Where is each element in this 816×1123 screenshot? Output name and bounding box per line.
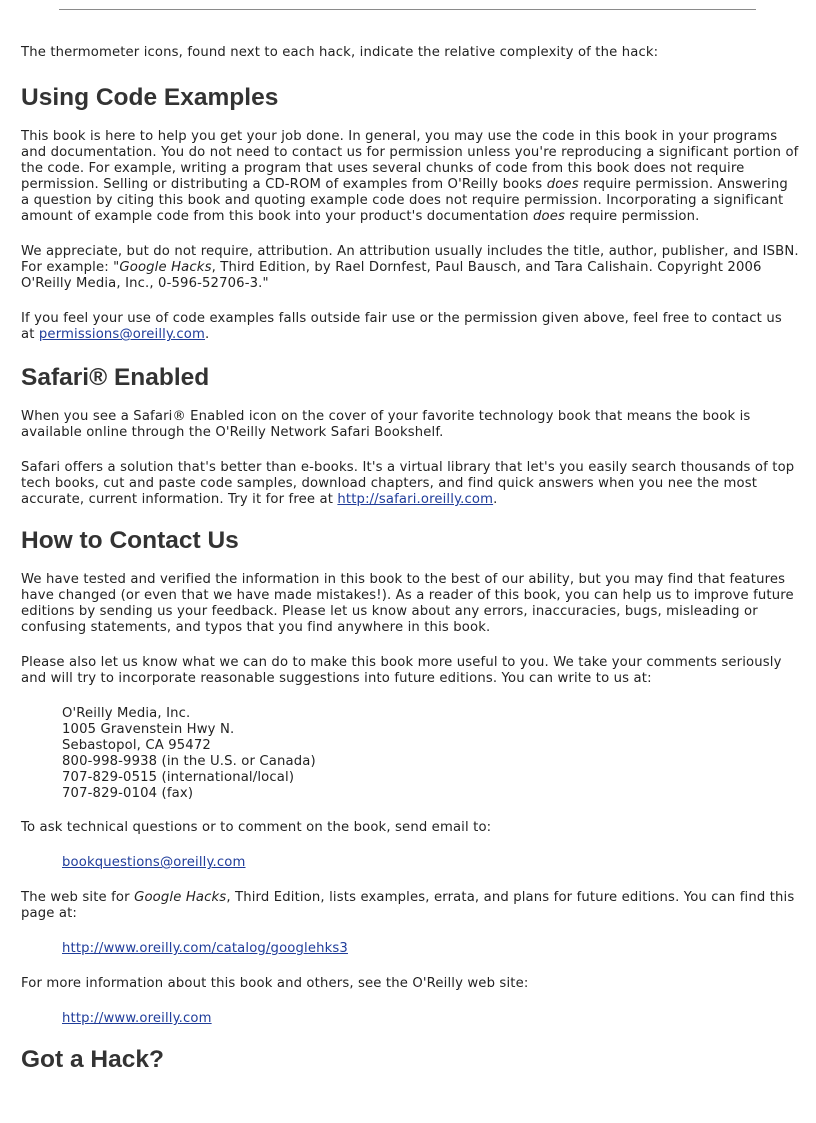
oreilly-site-link[interactable]: http://www.oreilly.com — [62, 1011, 212, 1026]
heading-safari-enabled: Safari® Enabled — [21, 364, 210, 391]
intro-paragraph: The thermometer icons, found next to each hack, indicate the relative complexity of the hack: — [21, 45, 659, 60]
heading-got-a-hack: Got a Hack? — [21, 1046, 164, 1073]
address-line: 800-998-9938 (in the U.S. or Canada) — [62, 754, 316, 769]
contact-paragraph-1: We have tested and verified the information in this book to the best of our ability, but you may find that features have changed (or even that we have made mistakes!). As a reader of this book, you can help us to improve future editions by sending us your feedback. Please let us know about any errors, inaccuracies, bugs, misleading or confusing statements, and typos that you find anywhere in this book. — [21, 572, 794, 635]
contact-paragraph-5: For more information about this book and others, see the O'Reilly web site: — [21, 976, 529, 991]
permissions-email-link[interactable]: permissions@oreilly.com — [38, 327, 206, 342]
contact-paragraph-2: Please also let us know what we can do to make this book more useful to you. We take your comments seriously and will try to incorporate reasonable suggestions into future editions. You can write to us at: — [21, 655, 782, 686]
contact-paragraph-4: The web site for Google Hacks, Third Edition, lists examples, errata, and plans for future editions. You can find this page at: — [21, 890, 795, 921]
safari-paragraph-1: When you see a Safari® Enabled icon on the cover of your favorite technology book that means the book is available online through the O'Reilly Network Safari Bookshelf. — [21, 409, 751, 440]
catalog-link[interactable]: http://www.oreilly.com/catalog/googlehks3 — [62, 941, 348, 956]
top-divider — [59, 9, 756, 10]
heading-how-to-contact-us: How to Contact Us — [21, 527, 239, 554]
address-line: O'Reilly Media, Inc. — [62, 706, 191, 721]
code-examples-paragraph-2: We appreciate, but do not require, attribution. An attribution usually includes the title, author, publisher, and ISBN. For example: "Google Hacks, Third Edition, by Rael Dornfest, Paul Bausch, and Tara Calishain. Copyright 2006 O'Reilly Media, Inc., 0-596-52706-3." — [21, 244, 799, 291]
safari-paragraph-2: Safari offers a solution that's better than e-books. It's a virtual library that let's you easily search thousands of top tech books, cut and paste code samples, download chapters, and find quick answers when you nee the most accurate, current information. Try it for free at http://safari.oreilly.com. — [21, 460, 795, 507]
book-questions-email-link[interactable]: bookquestions@oreilly.com — [62, 855, 246, 870]
safari-site-link[interactable]: http://safari.oreilly.com — [337, 492, 494, 507]
mailing-address — [21, 706, 799, 802]
heading-using-code-examples: Using Code Examples — [21, 84, 279, 111]
address-line: Sebastopol, CA 95472 — [62, 738, 211, 753]
code-examples-paragraph-1: This book is here to help you get your job done. In general, you may use the code in this book in your programs and documentation. You do not need to contact us for permission unless you're reproducing a significant portion of the code. For example, writing a program that uses several chunks of code from this book does not require permission. Selling or distributing a CD-ROM of examples from O'Reilly books does require permission. Answering a question by citing this book and quoting example code does not require permission. Incorporating a significant amount of example code from this book into your product's documentation does require permission. — [21, 129, 799, 224]
catalog-line — [21, 941, 799, 957]
contact-paragraph-3: To ask technical questions or to comment on the book, send email to: — [21, 820, 492, 835]
page-content — [21, 45, 799, 1075]
code-examples-paragraph-3: If you feel your use of code examples falls outside fair use or the permission given above, feel free to contact us at permissions@oreilly.com. — [21, 311, 782, 342]
book-questions-line — [21, 855, 799, 871]
address-line: 707-829-0515 (international/local) — [62, 770, 295, 785]
oreilly-site-line — [21, 1011, 799, 1027]
address-line: 1005 Gravenstein Hwy N. — [62, 722, 235, 737]
address-line: 707-829-0104 (fax) — [62, 786, 194, 801]
